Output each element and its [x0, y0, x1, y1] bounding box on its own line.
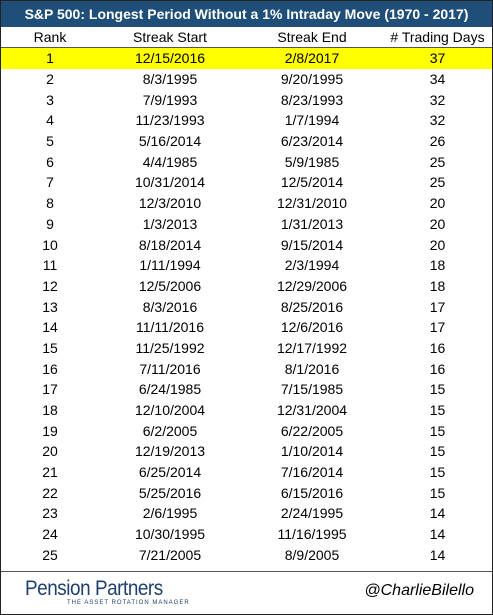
cell-rank: 15 — [42, 339, 58, 356]
table-body — [1, 48, 492, 565]
table-row — [1, 482, 492, 503]
cell-rank: 18 — [42, 402, 58, 419]
cell-trading-days: 20 — [429, 195, 446, 212]
cell-streak-end: 9/15/2014 — [280, 236, 344, 253]
cell-streak-start: 7/11/2016 — [139, 360, 201, 377]
table-row — [1, 89, 492, 110]
cell-trading-days: 15 — [429, 422, 446, 439]
cell-rank: 1 — [46, 50, 54, 67]
cell-streak-end: 2/8/2017 — [284, 50, 340, 67]
cell-streak-end: 7/15/1985 — [280, 381, 344, 398]
cell-streak-end: 8/9/2005 — [284, 546, 340, 563]
twitter-handle: @CharlieBilello — [364, 582, 474, 599]
cell-trading-days: 15 — [429, 402, 446, 419]
cell-streak-end: 12/31/2010 — [276, 195, 348, 212]
column-header-trading-days: # Trading Days — [390, 29, 485, 45]
cell-streak-start: 7/21/2005 — [138, 546, 202, 563]
cell-streak-end: 6/23/2014 — [280, 133, 344, 150]
table-row — [1, 69, 492, 90]
cell-rank: 16 — [42, 360, 58, 377]
column-header-streak-end: Streak End — [277, 29, 347, 45]
cell-rank: 2 — [46, 71, 54, 88]
pension-partners-logo — [25, 577, 190, 606]
cell-trading-days: 14 — [429, 546, 446, 563]
table-row — [1, 441, 492, 462]
table-row — [1, 172, 492, 193]
cell-rank: 23 — [42, 505, 58, 522]
cell-streak-end: 1/7/1994 — [284, 112, 340, 129]
cell-rank: 14 — [42, 319, 58, 336]
cell-streak-start: 10/30/1995 — [134, 526, 206, 543]
cell-streak-end: 12/5/2014 — [280, 174, 344, 191]
table-row — [1, 151, 492, 172]
table-row — [1, 214, 492, 235]
cell-rank: 6 — [46, 153, 54, 170]
cell-streak-end: 11/16/1995 — [277, 526, 347, 543]
cell-streak-start: 12/15/2016 — [134, 50, 206, 67]
footer — [1, 571, 492, 615]
cell-trading-days: 18 — [429, 257, 446, 274]
cell-rank: 11 — [42, 257, 58, 274]
cell-streak-start: 6/25/2014 — [138, 464, 202, 481]
cell-streak-end: 6/22/2005 — [280, 422, 344, 439]
cell-streak-end: 5/9/1985 — [284, 153, 340, 170]
cell-streak-start: 12/10/2004 — [134, 402, 206, 419]
table-row — [1, 400, 492, 421]
table-title: S&P 500: Longest Period Without a 1% Intraday Move (1970 - 2017) — [1, 1, 492, 27]
cell-streak-start: 1/11/1994 — [139, 257, 201, 274]
cell-streak-start: 11/23/1993 — [135, 112, 205, 129]
cell-streak-start: 5/25/2016 — [138, 484, 202, 501]
table-row — [1, 503, 492, 524]
cell-rank: 8 — [46, 195, 54, 212]
cell-trading-days: 15 — [429, 464, 446, 481]
cell-streak-end: 8/25/2016 — [280, 298, 344, 315]
cell-streak-end: 12/17/1992 — [276, 339, 348, 356]
cell-rank: 19 — [42, 422, 58, 439]
cell-trading-days: 20 — [429, 236, 446, 253]
cell-streak-start: 11/11/2016 — [136, 319, 204, 336]
cell-streak-start: 6/2/2005 — [142, 422, 198, 439]
cell-rank: 17 — [42, 381, 58, 398]
cell-streak-start: 12/19/2013 — [134, 443, 206, 460]
cell-rank: 24 — [42, 526, 58, 543]
cell-rank: 7 — [46, 174, 54, 191]
cell-streak-start: 4/4/1985 — [142, 153, 198, 170]
cell-rank: 21 — [42, 464, 58, 481]
cell-streak-start: 7/9/1993 — [142, 91, 198, 108]
cell-trading-days: 34 — [429, 71, 446, 88]
cell-trading-days: 26 — [429, 133, 446, 150]
cell-streak-start: 12/3/2010 — [138, 195, 202, 212]
table-row — [1, 255, 492, 276]
cell-trading-days: 32 — [429, 91, 446, 108]
cell-rank: 3 — [46, 91, 54, 108]
cell-trading-days: 14 — [429, 526, 446, 543]
table-row — [1, 276, 492, 297]
cell-rank: 25 — [42, 546, 58, 563]
cell-trading-days: 17 — [429, 319, 446, 336]
cell-streak-start: 8/3/2016 — [142, 298, 198, 315]
cell-streak-end: 12/6/2016 — [280, 319, 344, 336]
table-row — [1, 193, 492, 214]
cell-streak-start: 6/24/1985 — [138, 381, 202, 398]
cell-streak-start: 8/3/1995 — [142, 71, 198, 88]
cell-streak-end: 2/24/1995 — [280, 505, 344, 522]
cell-rank: 22 — [42, 484, 58, 501]
cell-trading-days: 14 — [429, 505, 446, 522]
logo-name: Pension Partners — [25, 577, 163, 600]
cell-streak-end: 9/20/1995 — [280, 71, 344, 88]
table-row — [1, 110, 492, 131]
cell-trading-days: 15 — [429, 381, 446, 398]
table-row — [1, 338, 492, 359]
cell-rank: 12 — [42, 277, 58, 294]
cell-streak-end: 7/16/2014 — [280, 464, 344, 481]
cell-streak-end: 6/15/2016 — [280, 484, 344, 501]
cell-streak-end: 2/3/1994 — [284, 257, 340, 274]
table-row — [1, 131, 492, 152]
cell-streak-start: 11/25/1992 — [135, 339, 205, 356]
cell-trading-days: 37 — [429, 50, 446, 67]
table-row — [1, 317, 492, 338]
cell-trading-days: 17 — [429, 298, 446, 315]
cell-rank: 10 — [42, 236, 58, 253]
cell-trading-days: 32 — [429, 112, 446, 129]
table-row — [1, 234, 492, 255]
cell-rank: 5 — [46, 133, 54, 150]
cell-rank: 9 — [46, 215, 54, 232]
cell-trading-days: 18 — [429, 277, 446, 294]
table-row — [1, 379, 492, 400]
cell-streak-start: 12/5/2006 — [138, 277, 202, 294]
cell-trading-days: 15 — [429, 443, 446, 460]
table-row — [1, 48, 492, 69]
cell-trading-days: 25 — [429, 174, 446, 191]
cell-streak-start: 10/31/2014 — [134, 174, 206, 191]
cell-trading-days: 15 — [429, 484, 446, 501]
table-row — [1, 420, 492, 441]
cell-rank: 4 — [46, 112, 54, 129]
cell-streak-end: 1/10/2014 — [280, 443, 344, 460]
cell-streak-end: 12/29/2006 — [276, 277, 348, 294]
logo-tagline: THE ASSET ROTATION MANAGER — [67, 600, 190, 606]
column-header-row — [1, 27, 492, 48]
table-row — [1, 462, 492, 483]
column-header-rank: Rank — [33, 29, 67, 45]
cell-streak-start: 8/18/2014 — [138, 236, 202, 253]
cell-trading-days: 16 — [429, 339, 446, 356]
table-row — [1, 358, 492, 379]
cell-rank: 20 — [42, 443, 58, 460]
cell-trading-days: 16 — [429, 360, 446, 377]
cell-trading-days: 25 — [429, 153, 446, 170]
table-row — [1, 524, 492, 545]
cell-streak-start: 5/16/2014 — [138, 133, 202, 150]
cell-streak-end: 8/1/2016 — [284, 360, 340, 377]
column-header-streak-start: Streak Start — [133, 29, 207, 45]
cell-streak-start: 2/6/1995 — [142, 505, 198, 522]
table-row — [1, 296, 492, 317]
cell-streak-end: 8/23/1993 — [280, 91, 344, 108]
cell-trading-days: 20 — [429, 215, 446, 232]
table-row — [1, 545, 492, 566]
cell-streak-start: 1/3/2013 — [142, 215, 198, 232]
cell-rank: 13 — [42, 298, 58, 315]
cell-streak-end: 1/31/2013 — [280, 215, 344, 232]
cell-streak-end: 12/31/2004 — [276, 402, 348, 419]
